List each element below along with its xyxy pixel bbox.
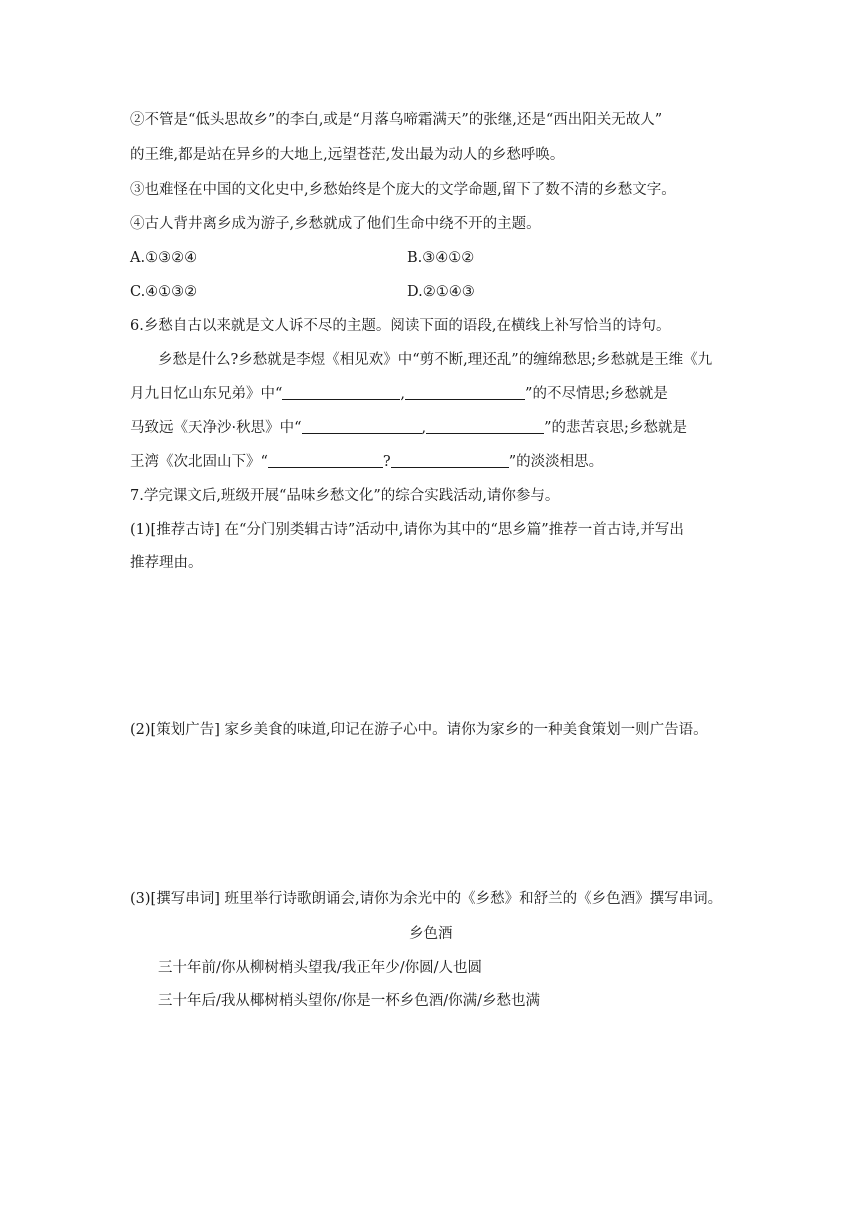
q6-title: 6.乡愁自古以来就是文人诉不尽的主题。阅读下面的语段,在横线上补写恰当的诗句。 bbox=[130, 318, 671, 334]
answer-blank-3[interactable] bbox=[302, 418, 422, 434]
poem-line-1: 三十年前/你从柳树梢头望我/我正年少/你圆/人也圆 bbox=[158, 960, 483, 976]
answer-blank-4[interactable] bbox=[426, 418, 544, 434]
q6-line2-suffix: ”的不尽情思;乡愁就是 bbox=[525, 386, 668, 402]
q7-sub1-line1: (1)[推荐古诗] 在“分门别类辑古诗”活动中,请你为其中的“思乡篇”推荐一首古诗,并写出 bbox=[130, 522, 684, 538]
q7-title: 7.学完课文后,班级开展“品味乡愁文化”的综合实践活动,请你参与。 bbox=[130, 488, 560, 504]
q6-line2-prefix: 月九日忆山东兄弟》中“ bbox=[130, 386, 283, 402]
answer-blank-1[interactable] bbox=[282, 384, 400, 400]
q6-paragraph-line4 bbox=[130, 452, 603, 472]
q5-option-d: D.②①④③ bbox=[407, 284, 475, 300]
answer-blank-2[interactable] bbox=[405, 384, 525, 400]
q7-sub2: (2)[策划广告] 家乡美食的味道,印记在游子心中。请你为家乡的一种美食策划一则广告语。 bbox=[130, 722, 708, 738]
poem-line-2: 三十年后/我从椰树梢头望你/你是一杯乡色酒/你满/乡愁也满 bbox=[158, 993, 541, 1009]
q5-item2-line1: ②不管是“低头思故乡”的李白,或是“月落乌啼霜满天”的张继,还是“西出阳关无故人” bbox=[130, 112, 663, 128]
q5-item2-line2: 的王维,都是站在异乡的大地上,远望苍茫,发出最为动人的乡愁呼唤。 bbox=[130, 147, 565, 163]
q6-paragraph-line2 bbox=[130, 384, 668, 404]
q6-line2-separator: , bbox=[400, 386, 406, 402]
answer-blank-5[interactable] bbox=[268, 452, 383, 468]
q7-sub1-line2: 推荐理由。 bbox=[130, 555, 203, 571]
q5-item3: ③也难怪在中国的文化史中,乡愁始终是个庞大的文学命题,留下了数不清的乡愁文字。 bbox=[130, 182, 676, 198]
q6-line4-prefix: 王湾《次北固山下》“ bbox=[130, 454, 268, 470]
q6-paragraph-line1: 乡愁是什么?乡愁就是李煜《相见欢》中“剪不断,理还乱”的缠绵愁思;乡愁就是王维《九 bbox=[158, 352, 713, 368]
answer-blank-6[interactable] bbox=[391, 452, 509, 468]
q6-line4-separator: ? bbox=[382, 454, 391, 470]
q5-option-c: C.④①③② bbox=[130, 284, 198, 300]
q5-option-b: B.③④①② bbox=[407, 250, 475, 266]
q6-line3-prefix: 马致远《天净沙·秋思》中“ bbox=[130, 420, 302, 436]
poem-title: 乡色酒 bbox=[409, 926, 453, 942]
q5-item4: ④古人背井离乡成为游子,乡愁就成了他们生命中绕不开的主题。 bbox=[130, 216, 541, 232]
q6-line4-suffix: ”的淡淡相思。 bbox=[508, 454, 604, 470]
q5-option-a: A.①③②④ bbox=[130, 250, 198, 266]
q6-line3-separator: , bbox=[421, 420, 427, 436]
q6-line3-suffix: ”的悲苦哀思;乡愁就是 bbox=[544, 420, 687, 436]
q7-sub3: (3)[撰写串词] 班里举行诗歌朗诵会,请你为余光中的《乡愁》和舒兰的《乡色酒》撰写串词。 bbox=[130, 891, 723, 907]
q6-paragraph-line3 bbox=[130, 418, 687, 438]
